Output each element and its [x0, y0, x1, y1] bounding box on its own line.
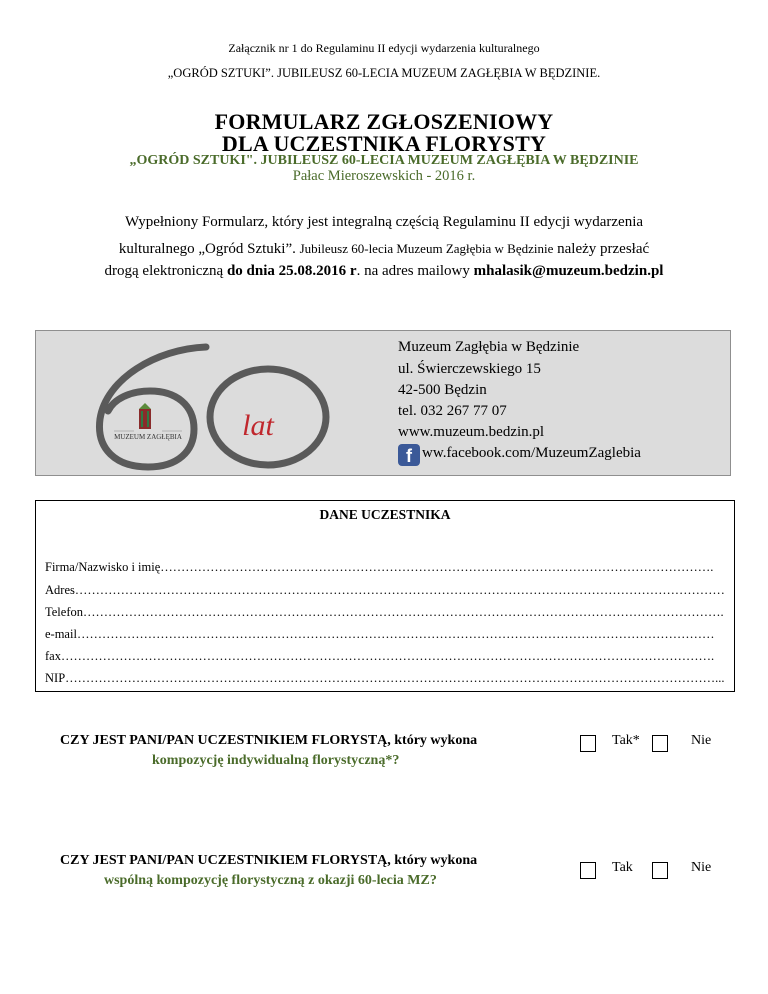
museum-emblem-icon [139, 403, 151, 429]
field-label: Adres [45, 583, 75, 597]
question-1-subtext: kompozycję indywidualną florystyczną*? [152, 753, 400, 768]
field-dot-leader: ………………………………………………………………………………………………………………………………………. [83, 605, 724, 619]
question-2-yes-checkbox[interactable] [580, 862, 596, 879]
question-2-text: CZY JEST PANI/PAN UCZESTNIKIEM FLORYSTĄ, który wykona [60, 853, 478, 868]
field-label: NIP [45, 671, 66, 685]
field-dot-leader: ………………………………………………………………………………………………………………………………………… [74, 583, 725, 597]
deadline: do dnia 25.08.2016 r [226, 263, 357, 279]
intro-line-3-b: . na adres mailowy [356, 263, 474, 279]
field-phone[interactable] [45, 605, 725, 620]
form-title-line2: DLA UCZESTNIKA FLORYSTY [221, 131, 547, 156]
field-email[interactable] [45, 627, 725, 642]
contact-street: ul. Świerczewskiego 15 [398, 361, 541, 377]
question-1-no-checkbox[interactable] [652, 735, 668, 752]
facebook-icon[interactable]: f [398, 444, 420, 466]
event-subtitle: „OGRÓD SZTUKI". JUBILEUSZ 60-LECIA MUZEUM ZAGŁĘBIA W BĘDZINIE [129, 153, 639, 168]
attachment-line: Załącznik nr 1 do Regulaminu II edycji wydarzenia kulturalnego [228, 41, 540, 55]
question-2-subtext: wspólną kompozycję florystyczną z okazji 60-lecia MZ? [104, 873, 437, 888]
field-dot-leader: …………………………………………………………………………………………………………………………………………... [65, 671, 725, 685]
museum-60-years-logo [86, 339, 346, 471]
form-title: FORMULARZ ZGŁOSZENIOWY [214, 109, 554, 134]
question-2-no-checkbox[interactable] [652, 862, 668, 879]
field-label: Firma/Nazwisko i imię [45, 560, 161, 574]
intro-line-1: Wypełniony Formularz, który jest integralną częścią Regulaminu II edycji wydarzenia [124, 214, 644, 230]
contact-website[interactable]: www.muzeum.bedzin.pl [398, 424, 545, 440]
question-1-text: CZY JEST PANI/PAN UCZESTNIKIEM FLORYSTĄ, który wykona [60, 733, 478, 748]
venue-line: Pałac Mieroszewskich - 2016 r. [292, 168, 476, 184]
field-label: fax [45, 649, 61, 663]
lat-label: lat [242, 409, 274, 442]
field-dot-leader: ……………………………………………………………………………………………………………………………………… [76, 627, 715, 641]
contact-phone: tel. 032 267 77 07 [398, 403, 507, 419]
participant-data-box [35, 500, 735, 692]
intro-line-3 [0, 263, 768, 280]
intro-line-3-a: drogą elektroniczną [104, 263, 227, 279]
submission-email[interactable]: mhalasik@muzeum.bedzin.pl [473, 263, 664, 279]
intro-line-2-c: należy przesłać [553, 241, 650, 257]
participant-heading: DANE UCZESTNIKA [319, 507, 451, 522]
field-nip[interactable] [45, 671, 725, 686]
field-address[interactable] [45, 583, 725, 598]
field-company-name[interactable] [45, 560, 725, 575]
museum-name-logo: MUZEUM ZAGŁĘBIA [114, 433, 182, 441]
event-line: „OGRÓD SZTUKI”. JUBILEUSZ 60-LECIA MUZEUM ZAGŁĘBIA W BĘDZINIE. [167, 66, 601, 80]
intro-line-2 [0, 241, 768, 258]
question-1-yes-label: Tak* [612, 733, 640, 748]
field-label: Telefon [45, 605, 83, 619]
intro-line-2-b: Jubileusz 60-lecia Muzeum Zagłębia w Będzinie [299, 241, 554, 256]
field-label: e-mail [45, 627, 77, 641]
intro-line-2-a: kulturalnego „Ogród Sztuki”. [118, 241, 300, 257]
question-1-no-label: Nie [691, 733, 712, 748]
question-2-no-label: Nie [691, 860, 712, 875]
contact-city: 42-500 Będzin [398, 382, 487, 398]
question-2-yes-label: Tak [612, 860, 633, 875]
contact-facebook[interactable]: ww.facebook.com/MuzeumZaglebia [422, 445, 641, 461]
numeral-six [99, 347, 206, 467]
museum-info-box [35, 330, 731, 476]
field-dot-leader: ……………………………………………………………………………………………………………………. [160, 560, 714, 574]
field-fax[interactable] [45, 649, 725, 664]
question-1-yes-checkbox[interactable] [580, 735, 596, 752]
contact-name: Muzeum Zagłębia w Będzinie [398, 339, 580, 355]
field-dot-leader: …………………………………………………………………………………………………………………………………………. [60, 649, 715, 663]
